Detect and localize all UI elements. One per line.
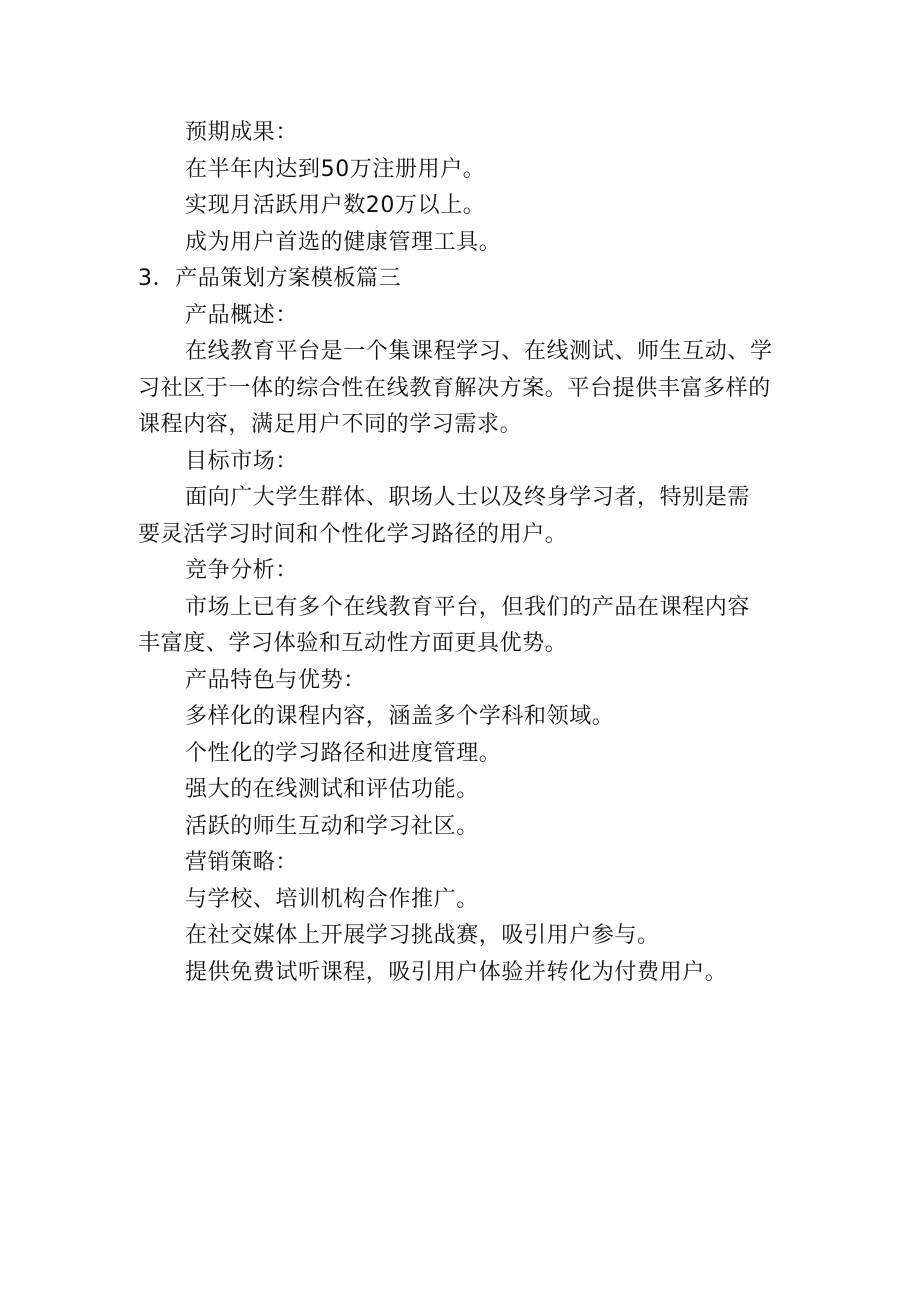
- paragraph-line: 面向广大学生群体、职场人士以及终身学习者，特别是需: [185, 485, 751, 510]
- paragraph-line: 在线教育平台是一个集课程学习、在线测试、师生互动、学: [185, 339, 773, 364]
- paragraph-line: 市场上已有多个在线教育平台，但我们的产品在课程内容: [185, 594, 751, 620]
- paragraph-line: 要灵活学习时间和个性化学习路径的用户。: [138, 521, 568, 547]
- paragraph-line: 习社区于一体的综合性在线教育解决方案。平台提供丰富多样的: [138, 375, 771, 401]
- section-label-features: 产品特色与优势：: [185, 667, 366, 693]
- list-item: 强大的在线测试和评估功能。: [185, 777, 479, 802]
- section-label-target-market: 目标市场：: [185, 448, 299, 474]
- section-label-expected-results: 预期成果：: [185, 120, 299, 145]
- document-body: [138, 115, 788, 991]
- list-item: 提供免费试听课程，吸引用户体验并转化为付费用户。: [185, 959, 728, 985]
- paragraph-line: 课程内容，满足用户不同的学习需求。: [138, 412, 523, 437]
- section-heading: 3．产品策划方案模板篇三: [138, 266, 402, 291]
- list-item: 活跃的师生互动和学习社区。: [185, 813, 479, 839]
- list-item: 多样化的课程内容，涵盖多个学科和领域。: [185, 704, 615, 729]
- paragraph-line: 成为用户首选的健康管理工具。: [185, 229, 502, 255]
- paragraph-line: 丰富度、学习体验和互动性方面更具优势。: [138, 631, 568, 656]
- section-label-marketing: 营销策略：: [185, 850, 299, 875]
- section-label-competition: 竞争分析：: [185, 558, 299, 583]
- list-item: 在社交媒体上开展学习挑战赛，吸引用户参与。: [185, 923, 660, 948]
- paragraph-line: 在半年内达到50万注册用户。: [185, 156, 486, 182]
- paragraph-line: 实现月活跃用户数20万以上。: [185, 193, 486, 218]
- list-item: 个性化的学习路径和进度管理。: [185, 740, 502, 766]
- list-item: 与学校、培训机构合作推广。: [185, 886, 479, 912]
- section-label-product-overview: 产品概述：: [185, 302, 299, 328]
